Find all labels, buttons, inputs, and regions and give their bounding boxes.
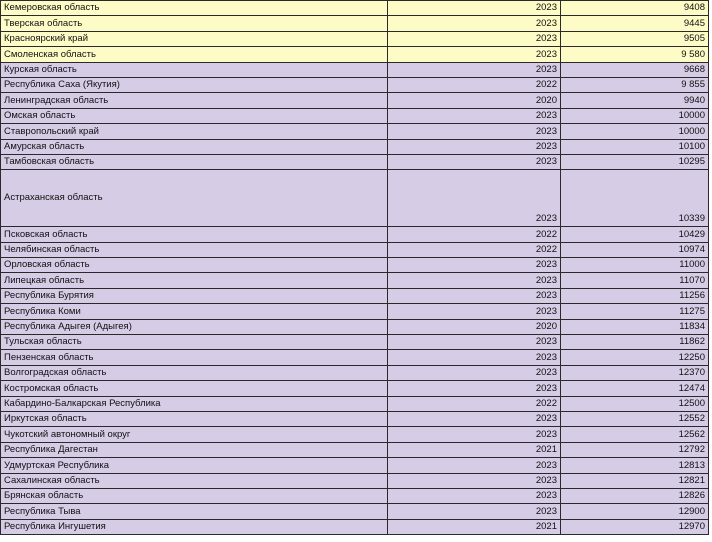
value-cell[interactable]: 12792 bbox=[561, 442, 709, 457]
table-row bbox=[1, 273, 709, 288]
value-cell[interactable]: 10100 bbox=[561, 139, 709, 154]
region-name-cell[interactable]: Республика Тыва bbox=[1, 504, 388, 519]
year-cell[interactable]: 2023 bbox=[388, 288, 561, 303]
table-row bbox=[1, 304, 709, 319]
table-row bbox=[1, 458, 709, 473]
year-cell[interactable]: 2021 bbox=[388, 519, 561, 534]
year-cell[interactable]: 2022 bbox=[388, 227, 561, 242]
year-cell[interactable]: 2023 bbox=[388, 488, 561, 503]
value-cell[interactable]: 12474 bbox=[561, 381, 709, 396]
region-name-cell[interactable]: Волгоградская область bbox=[1, 365, 388, 380]
region-name-cell[interactable]: Астраханская область bbox=[1, 170, 388, 227]
value-cell[interactable]: 10295 bbox=[561, 154, 709, 169]
table-row bbox=[1, 242, 709, 257]
year-cell[interactable]: 2023 bbox=[388, 458, 561, 473]
region-name-cell[interactable]: Кемеровская область bbox=[1, 1, 388, 16]
year-cell[interactable]: 2023 bbox=[388, 154, 561, 169]
table-row bbox=[1, 77, 709, 92]
value-cell[interactable]: 9408 bbox=[561, 1, 709, 16]
region-name-cell[interactable]: Сахалинская область bbox=[1, 473, 388, 488]
year-cell[interactable]: 2023 bbox=[388, 427, 561, 442]
year-cell[interactable]: 2023 bbox=[388, 365, 561, 380]
region-name-cell[interactable]: Республика Ингушетия bbox=[1, 519, 388, 534]
table-row bbox=[1, 139, 709, 154]
region-name-cell[interactable]: Тамбовская область bbox=[1, 154, 388, 169]
value-cell[interactable]: 10429 bbox=[561, 227, 709, 242]
value-cell[interactable]: 11834 bbox=[561, 319, 709, 334]
value-cell[interactable]: 12370 bbox=[561, 365, 709, 380]
region-name-cell[interactable]: Орловская область bbox=[1, 258, 388, 273]
region-name-cell[interactable]: Псковская область bbox=[1, 227, 388, 242]
table-row bbox=[1, 396, 709, 411]
value-cell[interactable]: 12826 bbox=[561, 488, 709, 503]
value-cell[interactable]: 12813 bbox=[561, 458, 709, 473]
year-cell[interactable]: 2023 bbox=[388, 62, 561, 77]
value-cell[interactable]: 12552 bbox=[561, 411, 709, 426]
table-row bbox=[1, 288, 709, 303]
year-cell[interactable]: 2023 bbox=[388, 1, 561, 16]
table-row bbox=[1, 154, 709, 169]
value-cell[interactable]: 9940 bbox=[561, 93, 709, 108]
region-name-cell[interactable]: Красноярский край bbox=[1, 31, 388, 46]
year-cell[interactable]: 2023 bbox=[388, 411, 561, 426]
region-name-cell[interactable]: Чукотский автономный округ bbox=[1, 427, 388, 442]
region-name-cell[interactable]: Республика Адыгея (Адыгея) bbox=[1, 319, 388, 334]
value-cell[interactable]: 12970 bbox=[561, 519, 709, 534]
year-cell[interactable]: 2022 bbox=[388, 242, 561, 257]
table-row bbox=[1, 488, 709, 503]
year-cell[interactable]: 2022 bbox=[388, 396, 561, 411]
year-cell[interactable]: 2023 bbox=[388, 16, 561, 31]
table-row bbox=[1, 381, 709, 396]
table-row bbox=[1, 62, 709, 77]
year-cell[interactable]: 2020 bbox=[388, 93, 561, 108]
year-cell[interactable]: 2023 bbox=[388, 47, 561, 62]
year-cell[interactable]: 2021 bbox=[388, 442, 561, 457]
table-row bbox=[1, 1, 709, 16]
year-cell[interactable]: 2023 bbox=[388, 124, 561, 139]
region-name-cell[interactable]: Иркутская область bbox=[1, 411, 388, 426]
table-row bbox=[1, 319, 709, 334]
value-cell[interactable]: 9505 bbox=[561, 31, 709, 46]
year-cell[interactable]: 2023 bbox=[388, 170, 561, 227]
regions-table-body bbox=[1, 1, 709, 535]
value-cell[interactable]: 12500 bbox=[561, 396, 709, 411]
value-cell[interactable]: 9 580 bbox=[561, 47, 709, 62]
region-name-cell[interactable]: Республика Бурятия bbox=[1, 288, 388, 303]
year-cell[interactable]: 2023 bbox=[388, 350, 561, 365]
year-cell[interactable]: 2023 bbox=[388, 31, 561, 46]
region-name-cell[interactable]: Липецкая область bbox=[1, 273, 388, 288]
table-row bbox=[1, 473, 709, 488]
region-name-cell[interactable]: Пензенская область bbox=[1, 350, 388, 365]
region-name-cell[interactable]: Тульская область bbox=[1, 335, 388, 350]
table-row bbox=[1, 31, 709, 46]
year-cell[interactable]: 2022 bbox=[388, 77, 561, 92]
value-cell[interactable]: 10974 bbox=[561, 242, 709, 257]
region-name-cell[interactable]: Амурская область bbox=[1, 139, 388, 154]
table-row bbox=[1, 47, 709, 62]
value-cell[interactable]: 10000 bbox=[561, 108, 709, 123]
table-row bbox=[1, 108, 709, 123]
value-cell[interactable]: 11275 bbox=[561, 304, 709, 319]
value-cell[interactable]: 11256 bbox=[561, 288, 709, 303]
value-cell[interactable]: 9 855 bbox=[561, 77, 709, 92]
year-cell[interactable]: 2023 bbox=[388, 304, 561, 319]
year-cell[interactable]: 2023 bbox=[388, 108, 561, 123]
value-cell[interactable]: 12821 bbox=[561, 473, 709, 488]
year-cell[interactable]: 2023 bbox=[388, 139, 561, 154]
year-cell[interactable]: 2023 bbox=[388, 258, 561, 273]
value-cell[interactable]: 9445 bbox=[561, 16, 709, 31]
region-name-cell[interactable]: Ставропольский край bbox=[1, 124, 388, 139]
value-cell[interactable]: 11862 bbox=[561, 335, 709, 350]
table-row bbox=[1, 519, 709, 534]
year-cell[interactable]: 2023 bbox=[388, 273, 561, 288]
year-cell[interactable]: 2023 bbox=[388, 473, 561, 488]
table-row bbox=[1, 365, 709, 380]
region-name-cell[interactable]: Кабардино-Балкарская Республика bbox=[1, 396, 388, 411]
year-cell[interactable]: 2023 bbox=[388, 335, 561, 350]
year-cell[interactable]: 2023 bbox=[388, 381, 561, 396]
value-cell[interactable]: 11070 bbox=[561, 273, 709, 288]
table-row bbox=[1, 442, 709, 457]
table-row bbox=[1, 350, 709, 365]
value-cell[interactable]: 12250 bbox=[561, 350, 709, 365]
table-row bbox=[1, 16, 709, 31]
table-row bbox=[1, 93, 709, 108]
region-name-cell[interactable]: Республика Коми bbox=[1, 304, 388, 319]
value-cell[interactable]: 11000 bbox=[561, 258, 709, 273]
region-name-cell[interactable]: Тверская область bbox=[1, 16, 388, 31]
region-name-cell[interactable]: Омская область bbox=[1, 108, 388, 123]
region-name-cell[interactable]: Челябинская область bbox=[1, 242, 388, 257]
table-row bbox=[1, 504, 709, 519]
table-row bbox=[1, 227, 709, 242]
region-name-cell[interactable]: Республика Дагестан bbox=[1, 442, 388, 457]
value-cell[interactable]: 10339 bbox=[561, 170, 709, 227]
table-row bbox=[1, 411, 709, 426]
value-cell[interactable]: 10000 bbox=[561, 124, 709, 139]
value-cell[interactable]: 12900 bbox=[561, 504, 709, 519]
region-name-cell[interactable]: Смоленская область bbox=[1, 47, 388, 62]
table-row bbox=[1, 335, 709, 350]
region-name-cell[interactable]: Ленинградская область bbox=[1, 93, 388, 108]
table-row bbox=[1, 124, 709, 139]
region-name-cell[interactable]: Курская область bbox=[1, 62, 388, 77]
table-row bbox=[1, 170, 709, 227]
value-cell[interactable]: 12562 bbox=[561, 427, 709, 442]
region-name-cell[interactable]: Брянская область bbox=[1, 488, 388, 503]
table-row bbox=[1, 427, 709, 442]
value-cell[interactable]: 9668 bbox=[561, 62, 709, 77]
year-cell[interactable]: 2020 bbox=[388, 319, 561, 334]
year-cell[interactable]: 2023 bbox=[388, 504, 561, 519]
table-row bbox=[1, 258, 709, 273]
region-name-cell[interactable]: Удмуртская Республика bbox=[1, 458, 388, 473]
region-name-cell[interactable]: Костромская область bbox=[1, 381, 388, 396]
region-name-cell[interactable]: Республика Саха (Якутия) bbox=[1, 77, 388, 92]
